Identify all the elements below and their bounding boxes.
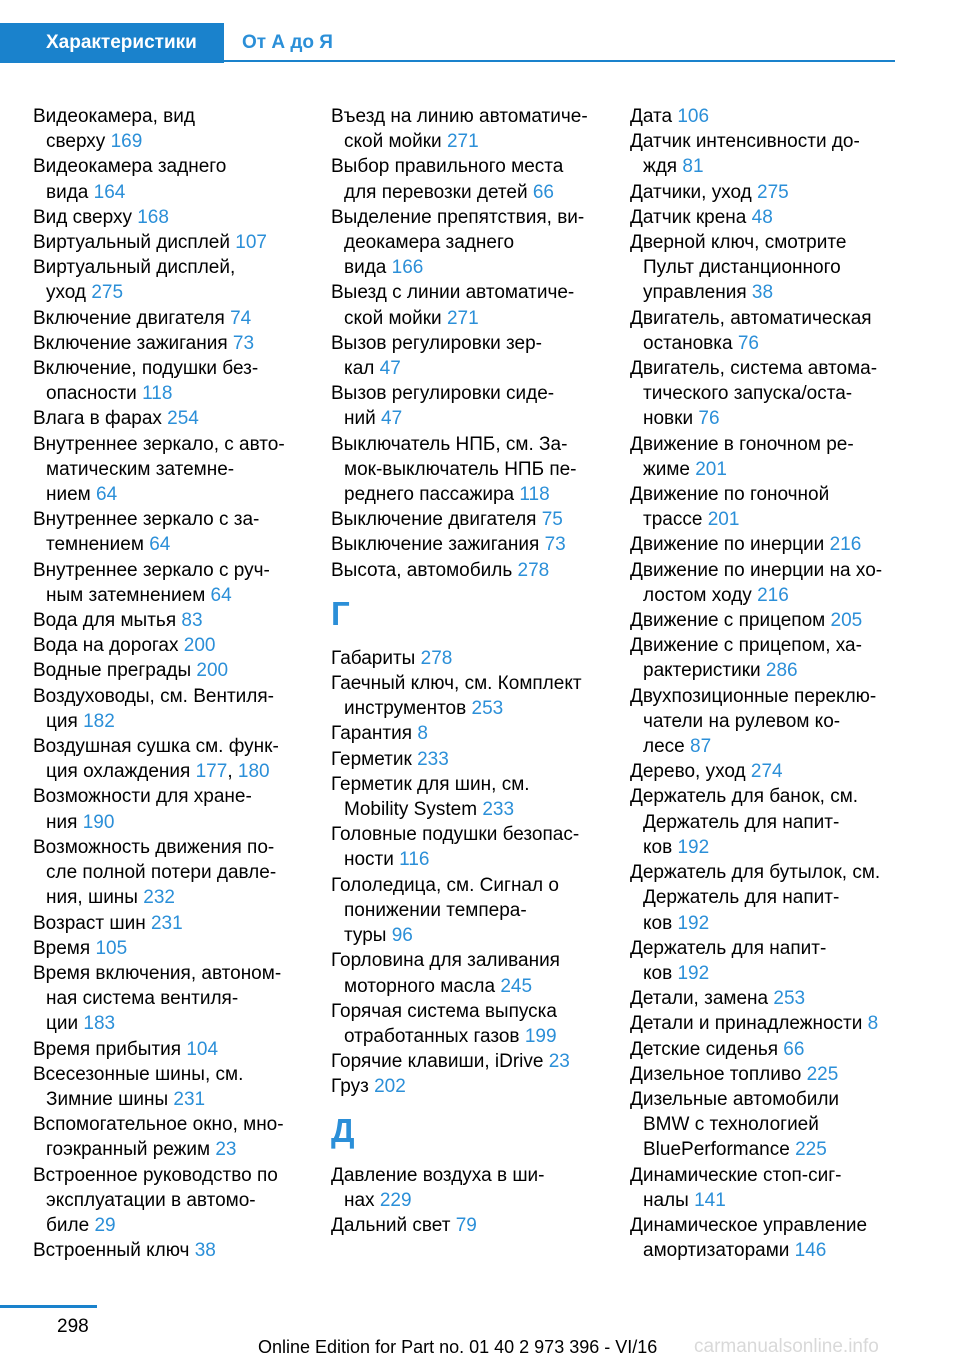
edition-text: Online Edition for Part no. 01 40 2 973 396 - VI/16 xyxy=(258,1337,658,1357)
page-link[interactable]: 38 xyxy=(194,1240,216,1262)
page-link[interactable]: 192 xyxy=(677,962,710,984)
page-link[interactable]: 118 xyxy=(519,484,550,506)
index-entry-text: Встроенный ключ xyxy=(33,1240,190,1262)
page-link[interactable]: 74 xyxy=(230,307,252,329)
index-entry-text: Движение по инерции на хо- xyxy=(630,559,883,581)
index-entry-text: Гаечный ключ, см. Комплект xyxy=(331,673,582,695)
index-entry-text: эксплуатации в автомо- xyxy=(46,1189,256,1211)
page-link[interactable]: 87 xyxy=(690,736,712,758)
page-link[interactable]: 278 xyxy=(420,647,453,669)
index-entry-text: темнением xyxy=(46,534,144,556)
page-link[interactable]: 233 xyxy=(417,748,449,770)
index-entry-text: реднего пассажира xyxy=(344,484,515,506)
index-entry-text: BluePerformance xyxy=(643,1139,790,1161)
tab-a-to-z[interactable]: От А до Я xyxy=(242,32,333,53)
index-entry-text: ний xyxy=(344,408,376,430)
index-entry-text: Детали, замена xyxy=(630,988,769,1010)
page-link[interactable]: 286 xyxy=(765,660,798,682)
page-link[interactable]: 275 xyxy=(91,282,124,304)
index-entry xyxy=(331,721,601,746)
index-entry-text: Груз xyxy=(331,1076,369,1098)
index-entry-text: сле полной потери давле- xyxy=(46,862,277,884)
index-entry-text: Время прибытия xyxy=(33,1038,182,1060)
page-link[interactable]: 225 xyxy=(795,1139,827,1161)
index-entry xyxy=(630,482,900,532)
index-entry-text: вида xyxy=(46,181,89,203)
index-entry-text: ков xyxy=(643,962,673,984)
index-entry-text: Возможности для хране- xyxy=(33,786,252,808)
index-entry-text: ция xyxy=(46,710,78,732)
index-entry-text: Видеокамера, вид xyxy=(33,106,195,127)
page-link[interactable]: 64 xyxy=(210,584,232,606)
index-letter-heading: Г xyxy=(331,594,350,632)
index-column-2 xyxy=(331,104,601,1238)
page-link[interactable]: 64 xyxy=(149,534,171,556)
index-entry xyxy=(630,104,900,129)
index-entry-text: Дальний свет xyxy=(331,1214,451,1236)
index-entry-text: понижении темпера- xyxy=(344,899,527,921)
index-entry xyxy=(33,558,303,608)
index-entry-text: Включение, подушки без- xyxy=(33,358,259,380)
index-entry xyxy=(630,532,900,557)
page-link[interactable]: 245 xyxy=(500,975,533,997)
page-link[interactable]: 205 xyxy=(830,610,863,632)
index-entry-text: Двигатель, система автома- xyxy=(630,358,878,380)
index-entry xyxy=(33,1037,303,1062)
index-entry-text: рактеристики xyxy=(643,660,761,682)
index-entry-text: ная система вентиля- xyxy=(46,988,239,1010)
index-entry-text: ния xyxy=(46,811,78,833)
index-entry-text: Держатель для банок, см. xyxy=(630,786,859,808)
index-entry xyxy=(331,558,601,583)
index-entry xyxy=(630,1011,900,1036)
index-entry xyxy=(33,104,303,154)
index-entry xyxy=(331,646,601,671)
index-entry-text: Виртуальный дисплей, xyxy=(33,257,236,279)
index-entry-text: Движение с прицепом, ха- xyxy=(630,635,862,657)
page-link[interactable]: 107 xyxy=(235,232,267,254)
index-entry-text: Выключатель НПБ, см. За- xyxy=(331,433,568,455)
index-entry xyxy=(33,205,303,230)
page-link[interactable]: 233 xyxy=(482,799,515,821)
index-entry-text: Выбор правильного места xyxy=(331,156,564,178)
index-entry xyxy=(630,1087,900,1163)
page-link[interactable]: 169 xyxy=(110,131,143,153)
index-entry xyxy=(630,205,900,230)
index-entry-text: Вспомогательное окно, мно- xyxy=(33,1114,284,1136)
index-entry-text: Детские сиденья xyxy=(630,1038,779,1060)
index-entry-text: Высота, автомобиль xyxy=(331,559,513,581)
index-entry-text: инструментов xyxy=(344,698,467,720)
index-entry-text: Mobility System xyxy=(344,799,478,821)
index-entry-text: Держатель для напит- xyxy=(643,811,840,833)
page-link[interactable]: 253 xyxy=(471,698,504,720)
watermark: carmanualsonline.info xyxy=(694,1336,879,1357)
index-entry xyxy=(331,532,601,557)
index-entry xyxy=(33,406,303,431)
index-entry-text: Вид сверху xyxy=(33,206,132,228)
index-entry-text: Вызов регулировки зер- xyxy=(331,332,543,354)
page-link[interactable]: 47 xyxy=(379,358,401,380)
index-entry xyxy=(331,1049,601,1074)
header-tabs xyxy=(0,23,895,63)
page-number: 298 xyxy=(57,1316,89,1337)
index-entry-text: Двухпозиционные переклю- xyxy=(630,685,877,707)
page-link[interactable]: 168 xyxy=(137,206,169,228)
index-entry-text: уход xyxy=(46,282,87,304)
index-entry xyxy=(33,784,303,834)
index-entry xyxy=(630,1062,900,1087)
index-entry-text: Двигатель, автоматическая xyxy=(630,307,872,329)
index-entry-text: Датчики, уход xyxy=(630,181,752,203)
page-link[interactable]: 8 xyxy=(867,1013,879,1035)
index-column-1 xyxy=(33,104,303,1263)
page-link[interactable]: 66 xyxy=(783,1038,805,1060)
index-entry-text: Датчик крена xyxy=(630,206,747,228)
index-entry-text: Виртуальный дисплей xyxy=(33,232,230,254)
index-entry-text: Горячие клавиши, iDrive xyxy=(331,1051,544,1073)
index-entry-text: ской мойки xyxy=(344,307,442,329)
index-entry xyxy=(630,633,900,683)
page-link[interactable]: 23 xyxy=(548,1051,570,1073)
index-entry-text: Зимние шины xyxy=(46,1088,169,1110)
index-entry-text: тического запуска/оста- xyxy=(643,383,853,405)
index-entry-text: Вода для мытья xyxy=(33,610,177,632)
index-entry xyxy=(331,104,601,154)
index-entry-text: Водные преграды xyxy=(33,660,192,682)
index-entry-text: ция охлаждения xyxy=(46,761,191,783)
page-link[interactable]: 116 xyxy=(399,849,430,871)
index-entry xyxy=(331,671,601,721)
index-entry xyxy=(630,784,900,860)
index-entry-text: лостом ходу xyxy=(643,584,752,606)
page-link[interactable]: 73 xyxy=(544,534,566,556)
index-entry xyxy=(33,432,303,508)
index-entry-text: Горячая система выпуска xyxy=(331,1000,557,1022)
page-link[interactable]: 79 xyxy=(455,1214,477,1236)
page-link[interactable]: 232 xyxy=(143,887,175,909)
index-entry-text: ской мойки xyxy=(344,131,442,153)
index-entry-text: Видеокамера заднего xyxy=(33,156,227,178)
index-entry-text: ков xyxy=(643,836,673,858)
index-entry-text: вида xyxy=(344,257,387,279)
page-link[interactable]: 105 xyxy=(95,937,128,959)
index-entry-text: амортизаторами xyxy=(643,1240,790,1262)
page-link[interactable]: 141 xyxy=(694,1189,726,1211)
page-link[interactable]: 192 xyxy=(677,836,710,858)
page-link[interactable]: 202 xyxy=(374,1076,406,1098)
index-entry-text: Внутреннее зеркало с руч- xyxy=(33,559,270,581)
index-entry xyxy=(33,936,303,961)
index-entry xyxy=(331,1074,601,1099)
index-entry-text: ков xyxy=(643,912,673,934)
index-entry xyxy=(630,432,900,482)
index-entry-text: Включение двигателя xyxy=(33,307,225,329)
index-entry-text: ности xyxy=(344,849,394,871)
index-entry-text: Детали и принадлежности xyxy=(630,1013,863,1035)
index-entry-text: ным затемнением xyxy=(46,584,206,606)
index-entry-text: Вода на дорогах xyxy=(33,635,179,657)
index-entry-text: биле xyxy=(46,1214,90,1236)
index-entry xyxy=(630,936,900,986)
index-entry xyxy=(33,658,303,683)
page-link[interactable]: 104 xyxy=(186,1038,219,1060)
index-entry xyxy=(33,608,303,633)
page-link[interactable]: 271 xyxy=(446,131,479,153)
index-entry xyxy=(33,835,303,911)
index-entry-text: для перевозки детей xyxy=(344,181,528,203)
index-entry-text: Движение по инерции xyxy=(630,534,825,556)
index-entry-text: жиме xyxy=(643,458,690,480)
index-entry-text: Динамические стоп-сиг- xyxy=(630,1164,842,1186)
page-link[interactable]: 254 xyxy=(167,408,199,430)
index-entry xyxy=(33,1163,303,1239)
index-entry-text: BMW с технологией xyxy=(643,1114,819,1136)
index-entry-text: Выключение двигателя xyxy=(331,509,537,531)
page-link[interactable]: 8 xyxy=(417,723,428,745)
page-link[interactable]: 192 xyxy=(677,912,710,934)
index-entry-text: Герметик для шин, см. xyxy=(331,773,530,795)
index-entry xyxy=(630,759,900,784)
index-entry-text: Время включения, автоном- xyxy=(33,962,282,984)
index-entry xyxy=(33,306,303,331)
index-entry-text: Габариты xyxy=(331,647,416,669)
page-link[interactable]: 83 xyxy=(181,610,203,632)
index-entry-text: матическим затемне- xyxy=(46,458,235,480)
index-entry xyxy=(331,822,601,872)
index-entry-text: Держатель для напит- xyxy=(630,937,827,959)
page-link[interactable]: 76 xyxy=(698,408,720,430)
index-entry-text: мок-выключатель НПБ пе- xyxy=(344,458,577,480)
tab-characteristics[interactable]: Характеристики xyxy=(0,23,224,63)
index-letter-heading: Д xyxy=(331,1111,355,1149)
index-entry-text: Возраст шин xyxy=(33,912,146,934)
page-link[interactable]: 229 xyxy=(379,1189,412,1211)
index-entry-text: Пульт дистанционного xyxy=(643,257,841,279)
index-entry-text: Движение с прицепом xyxy=(630,610,826,632)
index-entry-text: Въезд на линию автоматиче- xyxy=(331,106,588,127)
index-entry-text: ния, шины xyxy=(46,887,138,909)
page-link[interactable]: 180 xyxy=(237,761,270,783)
page-link[interactable]: 201 xyxy=(695,458,727,480)
index-entry-text: Воздуховоды, см. Вентиля- xyxy=(33,685,274,707)
index-entry xyxy=(33,331,303,356)
page-link[interactable]: 182 xyxy=(83,710,115,732)
index-entry xyxy=(33,230,303,255)
index-entry xyxy=(630,986,900,1011)
index-entry-text: новки xyxy=(643,408,694,430)
page-link[interactable]: 200 xyxy=(196,660,229,682)
index-entry-text: Выделение препятствия, ви- xyxy=(331,206,585,228)
index-entry: Воздушная сушка см. функ- ция охлаждения 177, 180 xyxy=(33,736,279,783)
index-entry-text: Внутреннее зеркало, с авто- xyxy=(33,433,285,455)
page-link[interactable]: 253 xyxy=(773,988,806,1010)
index-column-3 xyxy=(630,104,900,1263)
page-link[interactable]: 66 xyxy=(532,181,554,203)
page-link[interactable]: 216 xyxy=(829,534,862,556)
index-entry xyxy=(630,558,900,608)
index-entry-text: Возможность движения по- xyxy=(33,836,275,858)
index-entry-text: Головные подушки безопас- xyxy=(331,824,580,846)
page-link[interactable]: 200 xyxy=(183,635,216,657)
page-link[interactable]: 199 xyxy=(524,1025,557,1047)
index-entry-text: управления xyxy=(643,282,747,304)
page-link[interactable]: 23 xyxy=(215,1139,237,1161)
page-link[interactable]: 274 xyxy=(750,761,783,783)
page-link[interactable]: 271 xyxy=(446,307,479,329)
index-entry-text: Всесезонные шины, см. xyxy=(33,1063,244,1085)
index-entry xyxy=(331,331,601,381)
index-entry-text: ждя xyxy=(643,156,678,178)
page-link[interactable]: 225 xyxy=(806,1063,839,1085)
index-entry-text: Дверной ключ, смотрите xyxy=(630,232,847,254)
index-entry xyxy=(33,507,303,557)
index-entry-text: Выезд с линии автоматиче- xyxy=(331,282,575,304)
index-entry xyxy=(630,684,900,760)
index-entry-text: Дизельные автомобили xyxy=(630,1088,840,1110)
index-entry-text: деокамера заднего xyxy=(344,232,515,254)
page-link[interactable]: 216 xyxy=(757,584,789,606)
index-entry-text: Воздушная сушка см. функ- xyxy=(33,736,279,758)
page-link[interactable]: 231 xyxy=(150,912,183,934)
index-entry-text: Гололедица, см. Сигнал о xyxy=(331,874,559,896)
page-link[interactable]: 275 xyxy=(757,181,789,203)
page-link[interactable]: 64 xyxy=(96,484,118,506)
header-divider xyxy=(224,60,895,62)
index-entry xyxy=(630,180,900,205)
index-entry-text: Выключение зажигания xyxy=(331,534,540,556)
index-entry-text: Дата xyxy=(630,106,673,127)
page-link[interactable]: 29 xyxy=(94,1214,116,1236)
index-entry-text: лесе xyxy=(643,736,685,758)
index-entry-text: моторного масла xyxy=(344,975,496,997)
index-entry-text: Внутреннее зеркало с за- xyxy=(33,509,260,531)
page-link[interactable]: 183 xyxy=(83,1013,116,1035)
index-entry xyxy=(33,633,303,658)
index-entry xyxy=(33,961,303,1037)
index-entry-text: чатели на рулевом ко- xyxy=(643,710,841,732)
page-link[interactable]: 75 xyxy=(541,509,563,531)
index-entry xyxy=(331,1213,601,1238)
page-link[interactable]: 177 xyxy=(195,761,228,783)
index-entry-text: Включение зажигания xyxy=(33,332,228,354)
index-entry-text: Время xyxy=(33,937,91,959)
index-entry xyxy=(33,1062,303,1112)
index-entry xyxy=(630,356,900,432)
index-entry xyxy=(331,772,601,822)
index-entry-text: Влага в фарах xyxy=(33,408,162,430)
page-link[interactable]: 76 xyxy=(737,332,759,354)
index-entry-text: Герметик xyxy=(331,748,412,770)
index-entry-text: Горловина для заливания xyxy=(331,950,560,972)
index-entry xyxy=(630,860,900,936)
page-link[interactable]: 47 xyxy=(381,408,403,430)
index-entry-text: нием xyxy=(46,484,91,506)
index-entry xyxy=(33,255,303,305)
page-link[interactable]: 96 xyxy=(391,925,413,947)
page-link[interactable]: 73 xyxy=(232,332,255,354)
index-entry-text: трассе xyxy=(643,509,703,531)
page-link[interactable]: 278 xyxy=(517,559,550,581)
index-entry-text: опасности xyxy=(46,383,137,405)
index-entry xyxy=(331,205,601,281)
page-link[interactable]: 201 xyxy=(707,509,740,531)
index-entry-text: Дизельное топливо xyxy=(630,1063,802,1085)
page-link[interactable]: 146 xyxy=(794,1240,827,1262)
index-entry xyxy=(33,911,303,936)
index-entry xyxy=(331,873,601,949)
index-entry-text: туры xyxy=(344,925,387,947)
index-entry xyxy=(630,608,900,633)
index-entry xyxy=(33,1112,303,1162)
page-link[interactable]: 231 xyxy=(173,1088,206,1110)
index-entry-text: Дерево, уход xyxy=(630,761,746,783)
index-entry xyxy=(331,999,601,1049)
page-link[interactable]: 166 xyxy=(391,257,424,279)
index-entry xyxy=(331,280,601,330)
index-entry-text: отработанных газов xyxy=(344,1025,520,1047)
footer-divider xyxy=(0,1305,97,1308)
index-entry xyxy=(331,1163,601,1213)
page-link[interactable]: 48 xyxy=(751,206,773,228)
index-entry xyxy=(630,129,900,179)
index-entry xyxy=(33,1238,303,1263)
index-entry xyxy=(630,1213,900,1263)
index-entry-text: Вызов регулировки сиде- xyxy=(331,383,555,405)
index-entry-text: Гарантия xyxy=(331,723,413,745)
page-link[interactable]: 81 xyxy=(682,156,704,178)
index-entry xyxy=(331,432,601,508)
index-entry xyxy=(331,154,601,204)
index-entry-text: сверху xyxy=(46,131,106,153)
index-entry xyxy=(331,507,601,532)
index-entry-text: Движение в гоночном ре- xyxy=(630,433,854,455)
index-entry-text: нах xyxy=(344,1189,375,1211)
index-entry-text: Движение по гоночной xyxy=(630,484,830,506)
index-entry-text: Встроенное руководство по xyxy=(33,1164,278,1186)
page-link[interactable]: 164 xyxy=(93,181,126,203)
index-entry-text: налы xyxy=(643,1189,689,1211)
index-entry xyxy=(630,306,900,356)
index-entry xyxy=(630,230,900,306)
index-entry-text: Датчик интенсивности до- xyxy=(630,131,860,153)
index-entry-text: гоэкранный режим xyxy=(46,1139,211,1161)
index-entry-text: остановка xyxy=(643,332,733,354)
index-entry xyxy=(331,948,601,998)
index-entry xyxy=(630,1163,900,1213)
index-entry xyxy=(331,747,601,772)
page-link[interactable]: 38 xyxy=(751,282,774,304)
index-entry-text: ции xyxy=(46,1013,79,1035)
index-entry xyxy=(331,381,601,431)
index-entry xyxy=(33,684,303,734)
index-entry-text: Держатель для напит- xyxy=(643,887,840,909)
index-entry xyxy=(33,356,303,406)
page-link[interactable]: 190 xyxy=(82,811,115,833)
index-entry xyxy=(630,1037,900,1062)
page-link[interactable]: 118 xyxy=(142,383,173,405)
index-entry-text: Держатель для бутылок, см. xyxy=(630,862,881,884)
index-entry-text: кал xyxy=(344,358,375,380)
index-entry-text: Давление воздуха в ши- xyxy=(331,1164,545,1186)
page-link[interactable]: 106 xyxy=(677,106,710,127)
index-entry xyxy=(33,154,303,204)
index-entry-text: Динамическое управление xyxy=(630,1214,868,1236)
